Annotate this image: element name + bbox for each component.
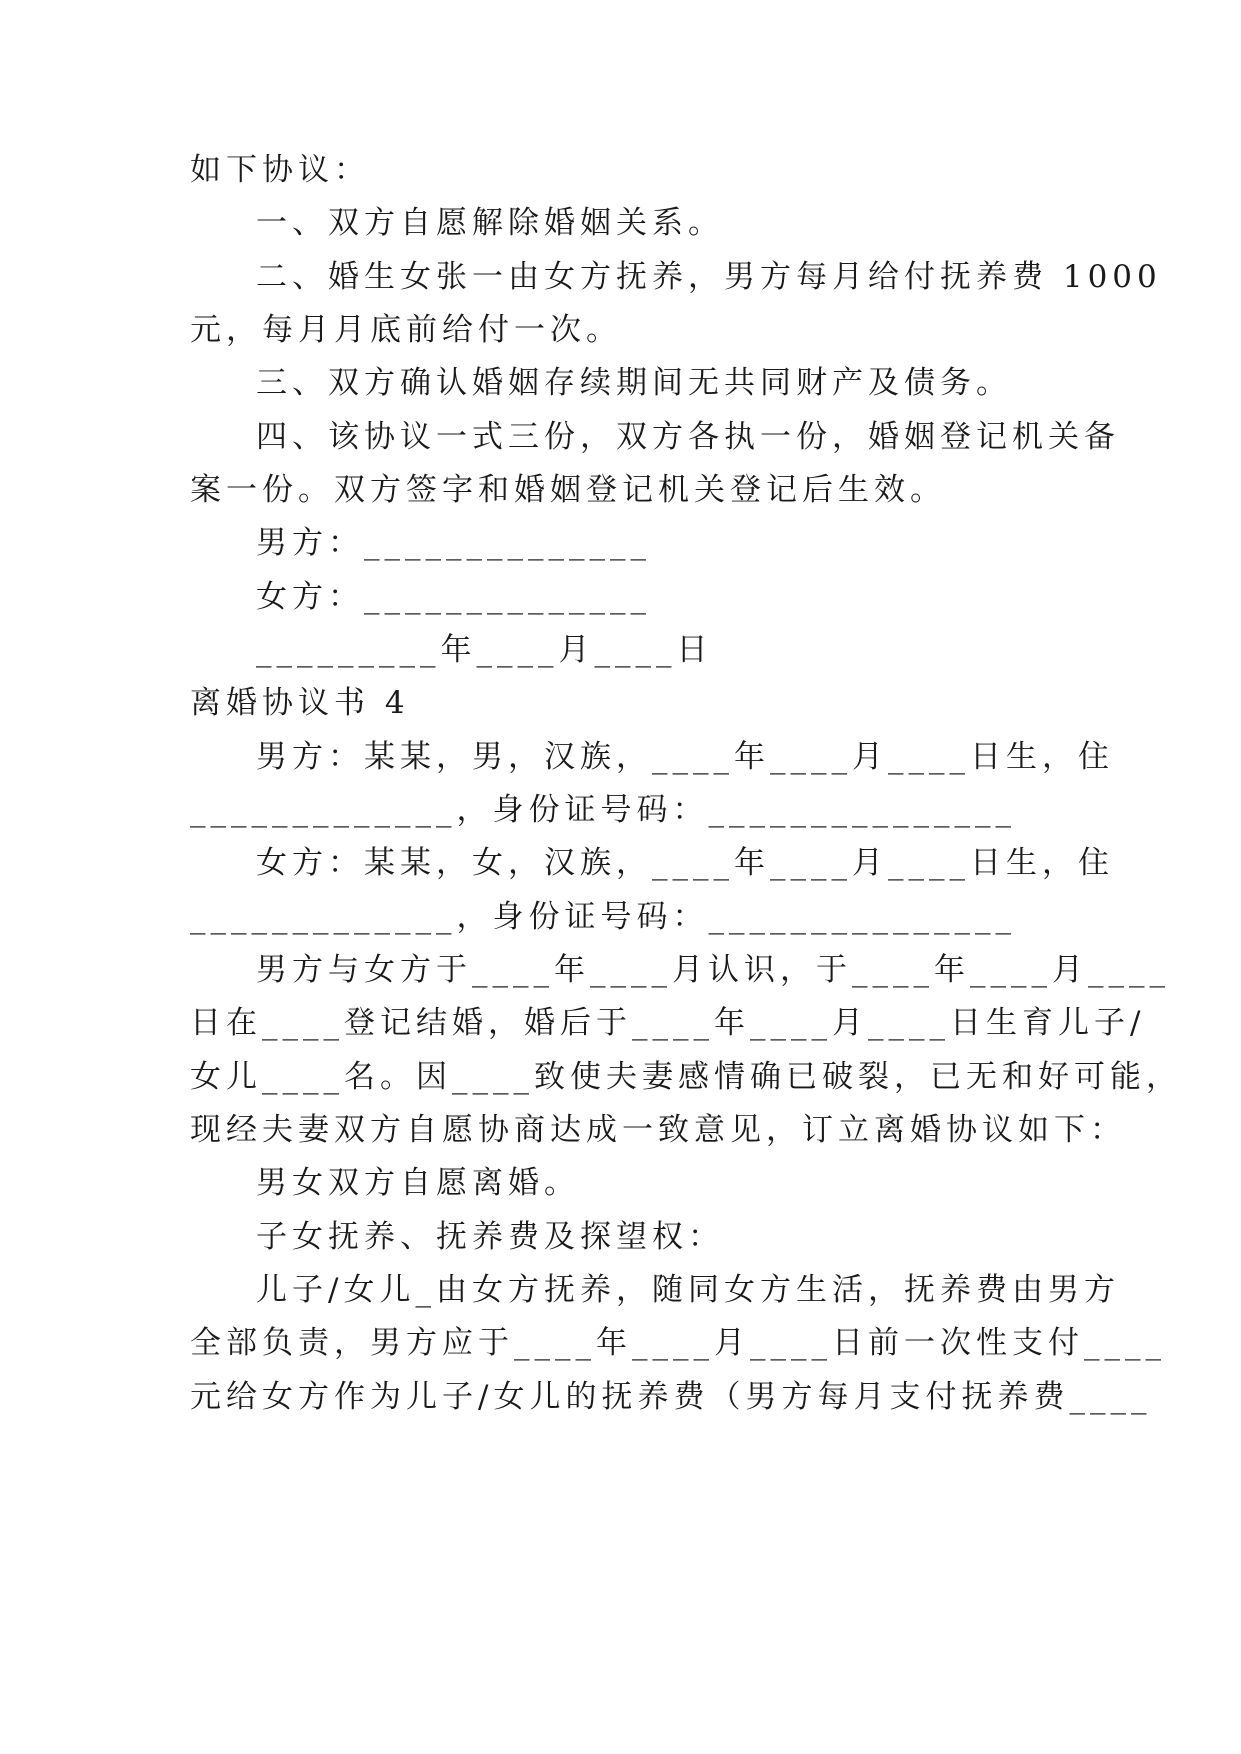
- text-line: 男女双方自愿离婚。: [256, 1165, 580, 1201]
- text-line: 二、婚生女张一由女方抚养，男方每月给付抚养费 1000: [256, 259, 1162, 295]
- text-line: 三、双方确认婚姻存续期间无共同财产及债务。: [256, 365, 1012, 401]
- text-line: 男方与女方于____年____月认识，于____年____月____: [256, 952, 1170, 988]
- signature-line-male: 男方：______________: [256, 525, 651, 561]
- text-line: 案一份。双方签字和婚姻登记机关登记后生效。: [190, 472, 946, 508]
- text-line: 一、双方自愿解除婚姻关系。: [256, 205, 724, 241]
- text-line: 子女抚养、抚养费及探望权：: [256, 1219, 724, 1255]
- text-line: 现经夫妻双方自愿协商达成一致意见，订立离婚协议如下：: [190, 1112, 1126, 1148]
- text-line: 女方：某某，女，汉族，____年____月____日生，住: [256, 845, 1114, 881]
- text-line: 元，每月月底前给付一次。: [190, 312, 622, 348]
- section-title: 离婚协议书 4: [190, 685, 410, 721]
- text-line: _____________，身份证号码：_______________: [190, 792, 1016, 828]
- text-line: 元给女方作为儿子/女儿的抚养费（男方每月支付抚养费____: [190, 1379, 1152, 1415]
- text-line: 如下协议：: [190, 152, 370, 188]
- text-line: 四、该协议一式三份，双方各执一份，婚姻登记机关备: [256, 419, 1120, 455]
- text-line: 男方：某某，男，汉族，____年____月____日生，住: [256, 739, 1114, 775]
- text-line: 女儿____名。因____致使夫妻感情确已破裂，已无和好可能，: [190, 1059, 1182, 1095]
- signature-line-female: 女方：______________: [256, 579, 651, 615]
- text-line: 全部负责，男方应于____年____月____日前一次性支付____: [190, 1325, 1166, 1361]
- date-line: _________年____月____日: [256, 632, 713, 668]
- text-line: 日在____登记结婚，婚后于____年____月____日生育儿子/: [190, 1005, 1146, 1041]
- text-line: _____________，身份证号码：_______________: [190, 899, 1016, 935]
- text-line: 儿子/女儿_由女方抚养，随同女方生活，抚养费由男方: [256, 1272, 1120, 1308]
